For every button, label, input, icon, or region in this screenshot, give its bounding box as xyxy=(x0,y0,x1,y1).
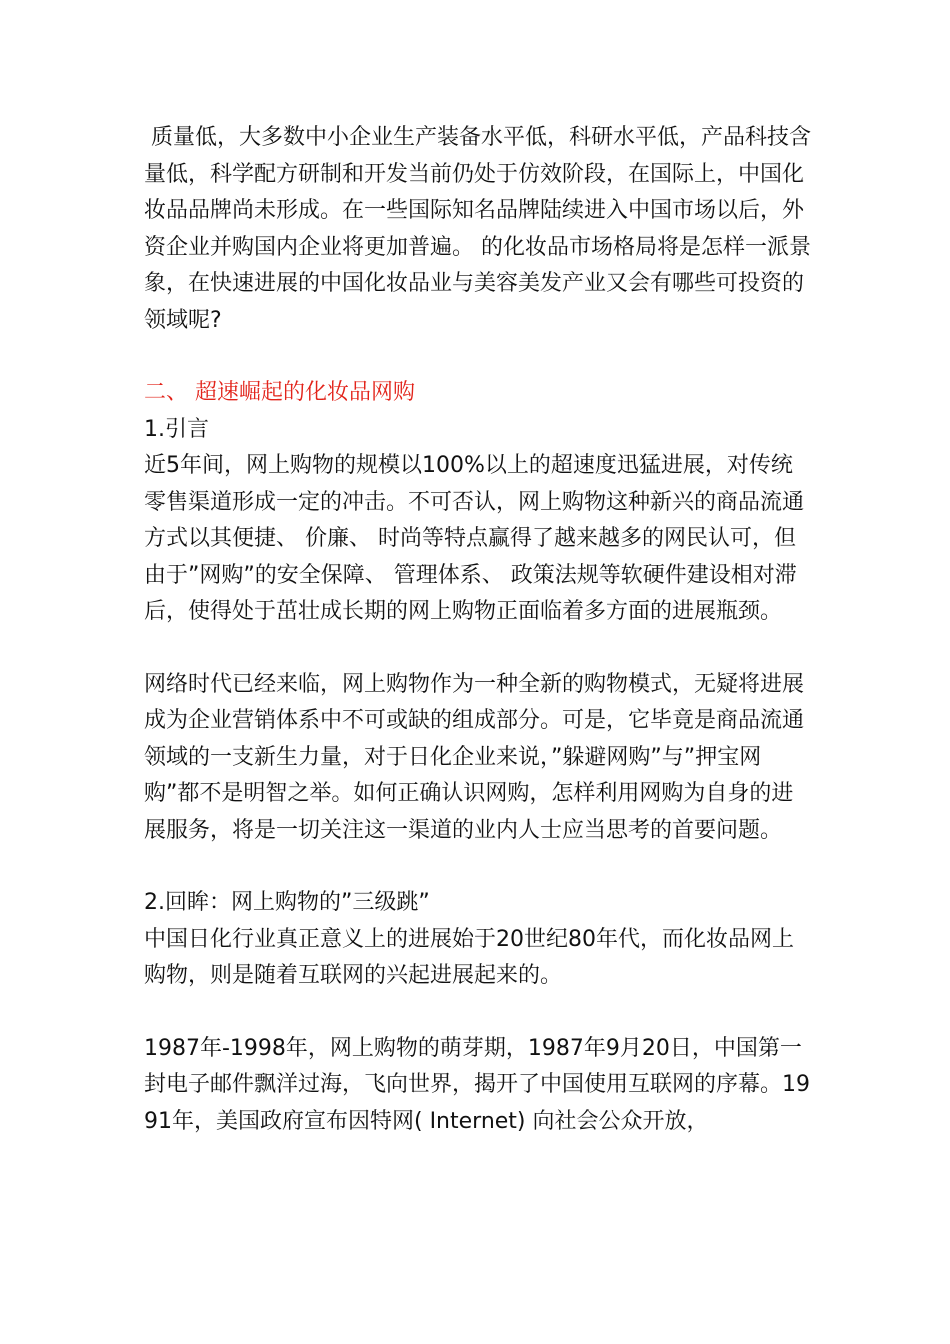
spacer xyxy=(144,631,812,667)
section-heading: 二、 超速崛起的化妆品网购 xyxy=(144,380,415,405)
paragraph-network-era: 网络时代已经来临，网上购物作为一种全新的购物模式，无疑将进展成为企业营销体系中不可或缺的组成部分。可是，它毕竟是商品流通领域的一支新生力量，对于日化企业来说，”躲避网购”与”押宝网购”都不是明智之举。如何正确认识网购，怎样利用网购为自身的进展服务，将是一切关注这一渠道的业内人士应当思考的首要问题。 xyxy=(144,671,805,843)
subheading-review: 2.回眸：网上购物的”三级跳” xyxy=(144,890,430,915)
document-page xyxy=(144,120,812,1140)
spacer xyxy=(144,995,812,1031)
paragraph-intro: 质量低，大多数中小企业生产装备水平低，科研水平低，产品科技含量低，科学配方研制和开发当前仍处于仿效阶段，在国际上，中国化妆品品牌尚未形成。在一些国际知名品牌陆续进入中国市场以后，外资企业并购国内企业将更加普遍。 的化妆品市场格局将是怎样一派景象，在快速进展的中国化妆品业与美容美发产业又会有哪些可投资的领域呢? xyxy=(144,125,812,333)
paragraph-industry-history: 中国日化行业真正意义上的进展始于20世纪80年代，而化妆品网上购物，则是随着互联网的兴起进展起来的。 xyxy=(144,926,794,988)
paragraph-timeline: 1987年-1998年，网上购物的萌芽期，1987年9月20日，中国第一封电子邮件飘洋过海，飞向世界，揭开了中国使用互联网的序幕。1991年，美国政府宣布因特网( Internet) 向社会公众开放， xyxy=(144,1035,810,1134)
spacer xyxy=(144,339,812,375)
paragraph-online-shopping-growth: 近5年间，网上购物的规模以100%以上的超速度迅猛进展，对传统零售渠道形成一定的冲击。不可否认，网上购物这种新兴的商品流通方式以其便捷、 价廉、 时尚等特点赢得了越来越多的网民认可，但由于”网购”的安全保障、 管理体系、 政策法规等软硬件建设相对滞后，使得处于茁壮成长期的网上购物正面临着多方面的进展瓶颈。 xyxy=(144,453,805,624)
spacer xyxy=(144,849,812,885)
subheading-introduction: 1.引言 xyxy=(144,416,209,442)
